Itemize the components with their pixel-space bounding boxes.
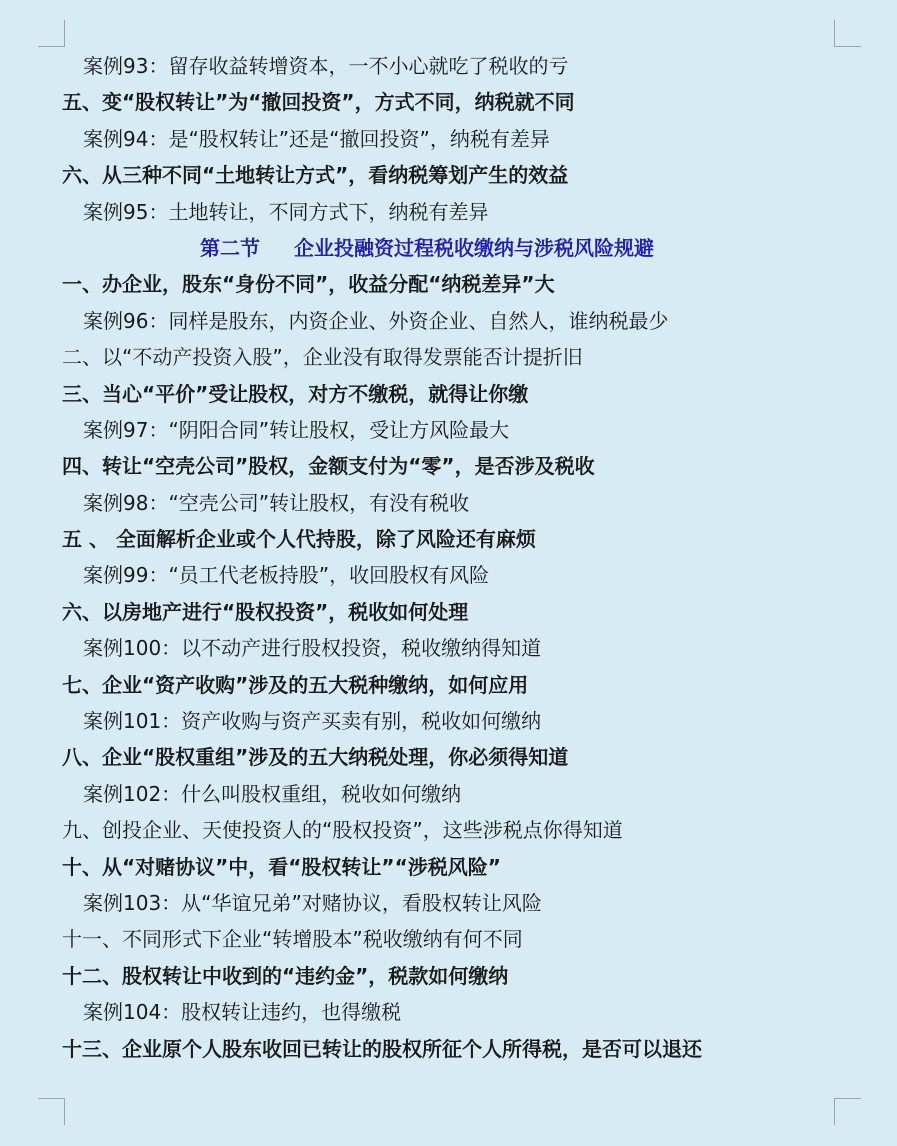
case-item: 案例103：从“华谊兄弟”对赌协议，看股权转让风险 [83,890,542,915]
toc-heading: 四、转让“空壳公司”股权，金额支付为“零”，是否涉及税收 [62,454,595,479]
case-item: 案例93：留存收益转增资本，一不小心就吃了税收的亏 [83,54,569,78]
toc-heading: 九、创投企业、天使投资人的“股权投资”，这些涉税点你得知道 [62,818,623,843]
crop-mark-top-left [38,20,65,47]
document-body [62,48,852,1067]
toc-heading: 一、办企业，股东“身份不同”，收益分配“纳税差异”大 [62,272,555,297]
toc-heading: 五、变“股权转让”为“撤回投资”，方式不同，纳税就不同 [62,90,575,115]
toc-heading: 八、企业“股权重组”涉及的五大纳税处理，你必须得知道 [62,745,569,770]
toc-heading: 六、从三种不同“土地转让方式”，看纳税筹划产生的效益 [62,163,569,188]
case-item: 案例97：“阴阳合同”转让股权，受让方风险最大 [83,417,510,442]
case-item: 案例100：以不动产进行股权投资，税收缴纳得知道 [83,636,542,661]
crop-mark-bottom-right [834,1098,861,1125]
case-item: 案例96：同样是股东，内资企业、外资企业、自然人，谁纳税最少 [83,308,669,333]
case-item: 案例95：土地转让，不同方式下，纳税有差异 [83,199,489,224]
section-title: 企业投融资过程税收缴纳与涉税风险规避 [294,235,654,260]
case-item: 案例98：“空壳公司”转让股权，有没有税收 [83,490,470,515]
toc-heading: 七、企业“资产收购”涉及的五大税种缴纳，如何应用 [62,672,529,697]
section-number: 第二节 [200,235,260,260]
toc-heading: 十三、企业原个人股东收回已转让的股权所征个人所得税，是否可以退还 [62,1036,702,1061]
toc-heading: 十、从“对赌协议”中，看“股权转让”“涉税风险” [62,854,501,879]
toc-heading: 六、以房地产进行“股权投资”，税收如何处理 [62,599,469,624]
case-item: 案例94：是“股权转让”还是“撤回投资”，纳税有差异 [83,126,550,151]
crop-mark-top-right [834,20,861,47]
toc-heading: 五 、 全面解析企业或个人代持股，除了风险还有麻烦 [62,527,536,552]
toc-heading: 三、当心“平价”受让股权，对方不缴税，就得让你缴 [62,381,529,406]
crop-mark-bottom-left [38,1098,65,1125]
case-item: 案例101：资产收购与资产买卖有别，税收如何缴纳 [83,709,542,734]
toc-heading: 二、以“不动产投资入股”，企业没有取得发票能否计提折旧 [62,345,583,370]
toc-heading: 十一、不同形式下企业“转增股本”税收缴纳有何不同 [62,927,523,952]
case-item: 案例99：“员工代老板持股”，收回股权有风险 [83,563,490,588]
section-heading [62,230,852,266]
toc-heading: 十二、股权转让中收到的“违约金”，税款如何缴纳 [62,963,509,988]
case-item: 案例104：股权转让违约，也得缴税 [83,1000,402,1025]
case-item: 案例102：什么叫股权重组，税收如何缴纳 [83,781,462,806]
